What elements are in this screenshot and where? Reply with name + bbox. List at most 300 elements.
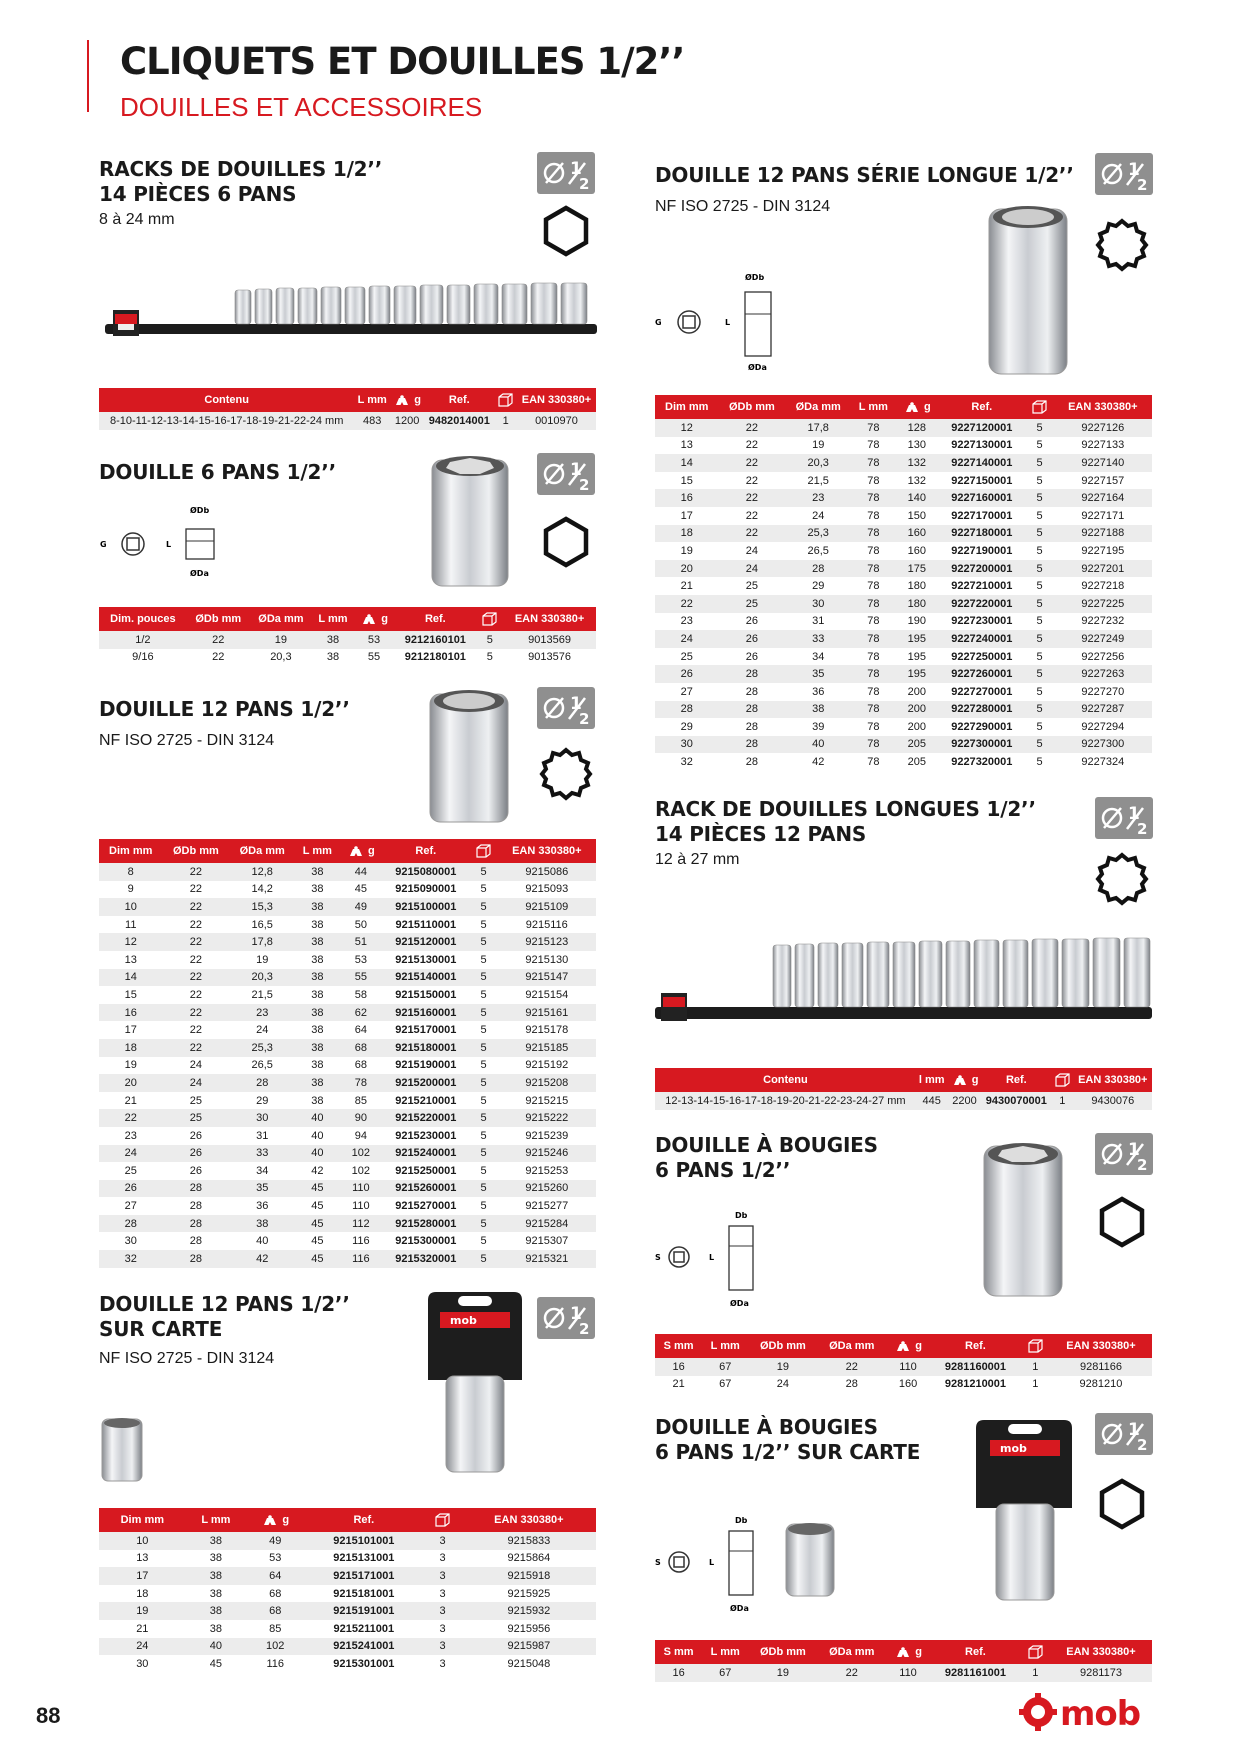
table-cell: 5 <box>1025 542 1053 560</box>
table-cell: 9215307 <box>498 1232 596 1250</box>
d12-table <box>99 839 596 1268</box>
table-row <box>99 951 596 969</box>
bougiec-table <box>655 1640 1152 1682</box>
table-cell: 78 <box>851 489 895 507</box>
table-row <box>99 1074 596 1092</box>
table-header-cell: S mm <box>655 1334 702 1358</box>
table-header-cell: L mm <box>312 607 354 631</box>
table-cell: 9281161001 <box>930 1664 1021 1682</box>
table-cell: 17 <box>655 507 718 525</box>
weight-icon <box>894 1645 912 1659</box>
table-cell: 102 <box>340 1145 383 1163</box>
table-cell: 45 <box>295 1215 339 1233</box>
d6-title: DOUILLE 6 PANS 1/2’’ <box>99 460 337 484</box>
table-cell: 53 <box>340 951 383 969</box>
table-cell: 45 <box>295 1180 339 1198</box>
table-cell: 78 <box>851 753 895 771</box>
table-cell: 9215101001 <box>304 1532 423 1550</box>
table-header-cell: Contenu <box>655 1068 916 1092</box>
d12c-table <box>99 1508 596 1673</box>
table-cell: 29 <box>655 718 718 736</box>
table-cell: 9227130001 <box>938 437 1025 455</box>
table-cell: 24 <box>99 1638 186 1656</box>
table-cell: 9281160001 <box>930 1358 1021 1376</box>
table-header-cell: l mm <box>916 1068 948 1092</box>
table-row <box>99 1127 596 1145</box>
table-header-cell: ØDa mm <box>818 1334 886 1358</box>
dodecagon-12-point-icon <box>1093 850 1151 908</box>
table-cell: 205 <box>896 753 939 771</box>
table-cell: 26 <box>655 665 718 683</box>
table-cell: 68 <box>246 1585 304 1603</box>
table-cell: 9227126 <box>1054 419 1152 437</box>
table-cell: 9215171001 <box>304 1567 423 1585</box>
table-cell: 22 <box>818 1664 886 1682</box>
table-cell: 28 <box>718 718 785 736</box>
table-row <box>99 1057 596 1075</box>
table-cell: 9215284 <box>498 1215 596 1233</box>
rack12-desc: 12 à 27 mm <box>655 851 740 868</box>
table-cell: 3 <box>423 1655 461 1673</box>
table-cell: 62 <box>340 1004 383 1022</box>
table-cell: 11 <box>99 916 162 934</box>
table-cell: 32 <box>655 753 718 771</box>
table-cell: 9215864 <box>462 1550 596 1568</box>
table-cell: 26 <box>162 1145 229 1163</box>
table-cell: 112 <box>340 1215 383 1233</box>
table-row <box>99 412 596 430</box>
table-row <box>99 1004 596 1022</box>
dodecagon-12-point-icon <box>1093 216 1151 274</box>
table-cell: 24 <box>229 1021 295 1039</box>
table-cell: 9215123 <box>498 933 596 951</box>
table-cell: 9227324 <box>1054 753 1152 771</box>
table-cell: 38 <box>295 863 339 881</box>
table-cell: 16 <box>655 1358 702 1376</box>
table-header-cell: L mm <box>186 1508 247 1532</box>
table-cell: 1200 <box>390 412 424 430</box>
drive-badge-icon <box>1095 1133 1153 1175</box>
table-cell: 9215120001 <box>382 933 469 951</box>
table-cell: 9215200001 <box>382 1074 469 1092</box>
table-header-cell: EAN 330380+ <box>1054 395 1152 419</box>
table-cell: 2200 <box>948 1092 982 1110</box>
table-cell: 5 <box>1025 613 1053 631</box>
table-cell: 445 <box>916 1092 948 1110</box>
table-header-cell <box>469 839 497 863</box>
table-cell: 5 <box>469 916 497 934</box>
table-cell: 9227287 <box>1054 701 1152 719</box>
table-row <box>655 525 1152 543</box>
table-cell: 9215833 <box>462 1532 596 1550</box>
table-cell: 22 <box>162 1004 229 1022</box>
table-cell: 28 <box>718 753 785 771</box>
table-cell: 9281210001 <box>930 1376 1021 1394</box>
table-cell: 22 <box>162 933 229 951</box>
table-header-cell: L mm <box>851 395 895 419</box>
table-cell: 21 <box>655 577 718 595</box>
table-cell: 78 <box>851 718 895 736</box>
table-cell: 85 <box>340 1092 383 1110</box>
table-cell: 9215918 <box>462 1567 596 1585</box>
table-cell: 160 <box>896 525 939 543</box>
svg-text:mob: mob <box>450 1314 477 1327</box>
table-cell: 9227320001 <box>938 753 1025 771</box>
table-cell: 38 <box>295 986 339 1004</box>
table-cell: 5 <box>1025 419 1053 437</box>
table-cell: 5 <box>1025 437 1053 455</box>
table-cell: 5 <box>469 1057 497 1075</box>
table-cell: 19 <box>99 1602 186 1620</box>
table-header-cell: ØDb mm <box>748 1640 817 1664</box>
table-cell: 5 <box>469 1092 497 1110</box>
bougiec-db-label: Db <box>735 1516 748 1525</box>
table-cell: 9227170001 <box>938 507 1025 525</box>
table-cell: 21,5 <box>229 986 295 1004</box>
table-cell: 9215301001 <box>304 1655 423 1673</box>
table-cell: 10 <box>99 898 162 916</box>
table-cell: 128 <box>896 419 939 437</box>
table-row <box>99 631 596 649</box>
rack12-title-1: RACK DE DOUILLES LONGUES 1/2’’ <box>655 797 1036 821</box>
table-cell: 38 <box>312 649 354 667</box>
table-cell: 9227171 <box>1054 507 1152 525</box>
table-cell: 9227157 <box>1054 472 1152 490</box>
table-cell: 9227220001 <box>938 595 1025 613</box>
table-cell: 1 <box>1051 1092 1073 1110</box>
table-cell: 9215161 <box>498 1004 596 1022</box>
table-cell: 38 <box>186 1550 247 1568</box>
table-header-cell: ØDa mm <box>785 395 851 419</box>
table-row <box>655 437 1152 455</box>
bougie-dimension-diagram <box>655 1210 765 1310</box>
rack6-title-1: RACKS DE DOUILLES 1/2’’ <box>99 157 383 181</box>
table-cell: 28 <box>718 701 785 719</box>
table-cell: 9215250001 <box>382 1162 469 1180</box>
table-header-cell: Ref. <box>382 839 469 863</box>
table-cell: 17 <box>99 1567 186 1585</box>
table-cell: 22 <box>162 951 229 969</box>
table-cell: 13 <box>99 951 162 969</box>
table-cell: 28 <box>718 665 785 683</box>
table-cell: 78 <box>851 683 895 701</box>
table-row <box>99 1550 596 1568</box>
table-cell: 38 <box>295 898 339 916</box>
table-header-cell: EAN 330380+ <box>1074 1068 1152 1092</box>
table-cell: 5 <box>1025 577 1053 595</box>
table-cell: 40 <box>785 736 851 754</box>
table-cell: 9215253 <box>498 1162 596 1180</box>
bougie-da-label: ØDa <box>730 1299 749 1308</box>
bougie-section <box>655 1133 878 1183</box>
table-cell: 195 <box>896 665 939 683</box>
table-header-cell: EAN 330380+ <box>498 839 596 863</box>
table-cell: 5 <box>1025 665 1053 683</box>
table-cell: 38 <box>295 916 339 934</box>
table-cell: 175 <box>896 560 939 578</box>
table-cell: 10 <box>99 1532 186 1550</box>
table-header-row <box>655 1068 1152 1092</box>
table-cell: 28 <box>785 560 851 578</box>
table-cell: 5 <box>469 1109 497 1127</box>
title-accent-bar <box>87 40 89 112</box>
table-cell: 9013576 <box>503 649 596 667</box>
table-cell: 5 <box>469 1197 497 1215</box>
table-cell: 78 <box>851 701 895 719</box>
table-cell: 160 <box>896 542 939 560</box>
table-row <box>99 898 596 916</box>
table-cell: 13 <box>655 437 718 455</box>
table-cell: 22 <box>162 1021 229 1039</box>
table-cell: 24 <box>785 507 851 525</box>
table-cell: 22 <box>162 898 229 916</box>
drive-badge-icon <box>1095 797 1153 839</box>
table-cell: 68 <box>246 1602 304 1620</box>
table-cell: 78 <box>851 630 895 648</box>
bougiec-title-2: 6 PANS 1/2’’ SUR CARTE <box>655 1440 921 1464</box>
table-cell: 25 <box>162 1092 229 1110</box>
table-cell: 22 <box>187 649 250 667</box>
table-cell: 9215260001 <box>382 1180 469 1198</box>
table-cell: 1/2 <box>99 631 187 649</box>
table-cell: 9215280001 <box>382 1215 469 1233</box>
table-cell: 51 <box>340 933 383 951</box>
table-header-cell: Dim. pouces <box>99 607 187 631</box>
table-cell: 38 <box>785 701 851 719</box>
table-cell: 15 <box>99 986 162 1004</box>
table-cell: 9227300001 <box>938 736 1025 754</box>
table-row <box>99 1092 596 1110</box>
table-row <box>655 683 1152 701</box>
table-header-row <box>99 388 596 412</box>
table-cell: 94 <box>340 1127 383 1145</box>
table-cell: 9227160001 <box>938 489 1025 507</box>
table-row <box>655 472 1152 490</box>
bougie-photo <box>980 1140 1066 1300</box>
table-cell: 9215208 <box>498 1074 596 1092</box>
table-cell: 45 <box>186 1655 247 1673</box>
rack12-table <box>655 1068 1152 1110</box>
table-header-row <box>99 839 596 863</box>
table-cell: 5 <box>1025 736 1053 754</box>
box-icon <box>497 392 514 408</box>
table-cell: 67 <box>702 1664 748 1682</box>
table-cell: 28 <box>162 1215 229 1233</box>
table-cell: 5 <box>469 1039 497 1057</box>
table-cell: 5 <box>469 1180 497 1198</box>
table-cell: 200 <box>896 701 939 719</box>
table-cell: 3 <box>423 1567 461 1585</box>
table-header-cell: Dim mm <box>99 1508 186 1532</box>
table-cell: 9013569 <box>503 631 596 649</box>
table-cell: 9215154 <box>498 986 596 1004</box>
table-header-cell: Ref. <box>394 607 476 631</box>
table-cell: 5 <box>469 969 497 987</box>
table-cell: 5 <box>469 1145 497 1163</box>
table-cell: 28 <box>162 1232 229 1250</box>
table-cell: 78 <box>851 419 895 437</box>
table-header-cell: EAN 330380+ <box>462 1508 596 1532</box>
table-cell: 9212160101 <box>394 631 476 649</box>
table-cell: 21 <box>99 1620 186 1638</box>
table-cell: 5 <box>469 1074 497 1092</box>
mob-logo <box>1018 1692 1168 1732</box>
table-cell: 9227232 <box>1054 613 1152 631</box>
table-row <box>99 1021 596 1039</box>
table-cell: 12,8 <box>229 863 295 881</box>
table-cell: 9227180001 <box>938 525 1025 543</box>
weight-icon <box>903 400 921 414</box>
table-cell: 38 <box>295 881 339 899</box>
d12c-section <box>99 1292 350 1368</box>
table-row <box>99 986 596 1004</box>
table-cell: 5 <box>1025 753 1053 771</box>
table-cell: 40 <box>295 1109 339 1127</box>
table-cell: 9215116 <box>498 916 596 934</box>
table-cell: 17,8 <box>229 933 295 951</box>
table-cell: 5 <box>1025 560 1053 578</box>
d12l-title: DOUILLE 12 PANS SÉRIE LONGUE 1/2’’ <box>655 163 1074 187</box>
table-cell: 14,2 <box>229 881 295 899</box>
table-cell: 17 <box>99 1021 162 1039</box>
table-cell: 67 <box>702 1376 748 1394</box>
table-cell: 102 <box>340 1162 383 1180</box>
rack6-title-2: 14 PIÈCES 6 PANS <box>99 182 297 206</box>
table-cell: 5 <box>469 881 497 899</box>
table-cell: 30 <box>99 1655 186 1673</box>
table-cell: 24 <box>162 1057 229 1075</box>
table-cell: 16,5 <box>229 916 295 934</box>
table-header-cell: S mm <box>655 1640 702 1664</box>
table-cell: 22 <box>718 454 785 472</box>
table-cell: 9215925 <box>462 1585 596 1603</box>
table-cell: 33 <box>785 630 851 648</box>
table-cell: 9482014001 <box>424 412 494 430</box>
table-cell: 5 <box>1025 507 1053 525</box>
bougie-db-label: Db <box>735 1211 748 1220</box>
table-row <box>655 595 1152 613</box>
table-row <box>99 1039 596 1057</box>
d12c-card-photo <box>420 1290 530 1480</box>
table-header-cell: g <box>948 1068 982 1092</box>
weight-icon <box>347 844 365 858</box>
table-cell: 28 <box>162 1197 229 1215</box>
table-cell: 29 <box>785 577 851 595</box>
table-cell: 9215246 <box>498 1145 596 1163</box>
table-row <box>655 1664 1152 1682</box>
table-cell: 20,3 <box>250 649 312 667</box>
table-cell: 12 <box>655 419 718 437</box>
table-cell: 9215222 <box>498 1109 596 1127</box>
d12c-title-2: SUR CARTE <box>99 1317 223 1341</box>
d12c-title-1: DOUILLE 12 PANS 1/2’’ <box>99 1292 350 1316</box>
table-cell: 23 <box>99 1127 162 1145</box>
table-cell: 27 <box>99 1197 162 1215</box>
table-row <box>99 1567 596 1585</box>
table-row <box>655 718 1152 736</box>
table-cell: 110 <box>340 1180 383 1198</box>
table-cell: 9227256 <box>1054 648 1152 666</box>
table-cell: 1 <box>1021 1358 1050 1376</box>
table-header-cell: Ref. <box>982 1068 1052 1092</box>
table-cell: 5 <box>469 1250 497 1268</box>
table-cell: 20,3 <box>229 969 295 987</box>
table-cell: 53 <box>354 631 394 649</box>
table-cell: 24 <box>718 542 785 560</box>
logo-text: mob <box>1060 1694 1141 1732</box>
table-cell: 45 <box>340 881 383 899</box>
table-header-cell: EAN 330380+ <box>1050 1640 1152 1664</box>
d12l-desc: NF ISO 2725 - DIN 3124 <box>655 198 831 215</box>
table-cell: 9227140001 <box>938 454 1025 472</box>
box-icon <box>1054 1072 1071 1088</box>
table-cell: 35 <box>785 665 851 683</box>
drive-badge-icon <box>537 152 595 194</box>
table-cell: 102 <box>246 1638 304 1656</box>
table-row <box>99 1250 596 1268</box>
table-header-cell: g <box>340 839 383 863</box>
table-cell: 78 <box>851 437 895 455</box>
d12-photo <box>426 686 512 826</box>
table-header-cell <box>477 607 504 631</box>
table-cell: 35 <box>229 1180 295 1198</box>
table-header-cell: Ref. <box>938 395 1025 419</box>
table-row <box>655 419 1152 437</box>
table-cell: 34 <box>229 1162 295 1180</box>
table-cell: 22 <box>718 525 785 543</box>
box-icon <box>481 611 498 627</box>
bougiec-title-1: DOUILLE À BOUGIES <box>655 1415 878 1439</box>
table-cell: 9227230001 <box>938 613 1025 631</box>
table-header-cell <box>423 1508 461 1532</box>
table-cell: 9215130001 <box>382 951 469 969</box>
table-row <box>655 454 1152 472</box>
table-cell: 26,5 <box>229 1057 295 1075</box>
table-cell: 55 <box>354 649 394 667</box>
table-cell: 12 <box>99 933 162 951</box>
table-cell: 14 <box>655 454 718 472</box>
table-cell: 38 <box>295 933 339 951</box>
table-cell: 5 <box>477 631 504 649</box>
table-cell: 190 <box>896 613 939 631</box>
table-cell: 78 <box>851 560 895 578</box>
table-cell: 78 <box>851 454 895 472</box>
table-cell: 483 <box>354 412 390 430</box>
table-cell: 31 <box>785 613 851 631</box>
table-row <box>655 630 1152 648</box>
table-row <box>99 863 596 881</box>
table-row <box>655 1092 1152 1110</box>
table-cell: 90 <box>340 1109 383 1127</box>
table-cell: 42 <box>229 1250 295 1268</box>
table-header-cell: ØDa mm <box>250 607 312 631</box>
box-icon <box>1031 399 1048 415</box>
table-row <box>99 649 596 667</box>
table-cell: 3 <box>423 1550 461 1568</box>
table-cell: 9227240001 <box>938 630 1025 648</box>
table-cell: 34 <box>785 648 851 666</box>
table-cell: 9430070001 <box>982 1092 1052 1110</box>
table-cell: 22 <box>718 419 785 437</box>
table-cell: 31 <box>229 1127 295 1145</box>
table-cell: 9215180001 <box>382 1039 469 1057</box>
table-cell: 180 <box>896 595 939 613</box>
table-cell: 26 <box>162 1162 229 1180</box>
table-cell: 9227195 <box>1054 542 1152 560</box>
table-cell: 22 <box>187 631 250 649</box>
bougie-title-2: 6 PANS 1/2’’ <box>655 1158 791 1182</box>
table-cell: 42 <box>785 753 851 771</box>
